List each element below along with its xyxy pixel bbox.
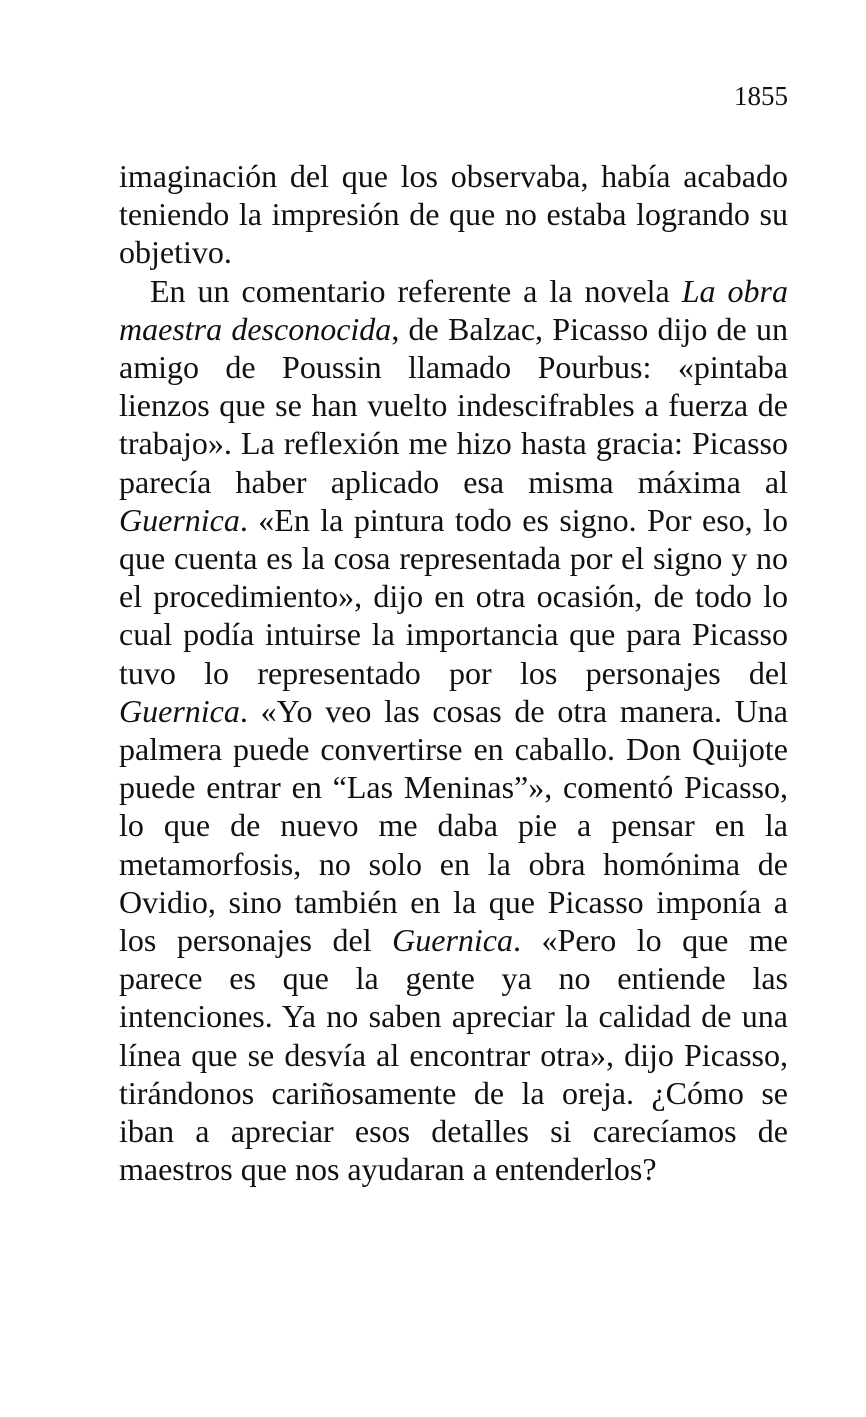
page-number: 1855 xyxy=(734,81,788,111)
body-text xyxy=(119,157,788,1188)
paragraph-1-text: imaginación del que los observaba, había acabado teniendo la impresión de que no estaba logrando su objetivo. xyxy=(119,158,788,271)
paragraph-2-text: . «En la pintura todo es signo. Por eso, lo que cuenta es la cosa representada por el signo y no el procedimiento», dijo en otra ocasión, de todo lo cual podía intuirse la importancia que para Picasso tuvo lo representado por los personajes del xyxy=(119,501,788,691)
book-title-la-obra-maestra: La obra maestra desconocida xyxy=(119,272,788,347)
artwork-title-guernica: Guernica xyxy=(392,922,513,959)
artwork-title-guernica: Guernica xyxy=(119,692,240,729)
artwork-title-guernica: Guernica xyxy=(119,501,240,538)
paragraph-1 xyxy=(119,157,788,272)
paragraph-2-text: , de Balzac, Picasso dijo de un amigo de Poussin llamado Pourbus: «pintaba lienzos que se han vuelto indescifrables a fuerza de trabajo». La reflexión me hizo hasta gracia: Picasso parecía haber aplicado esa misma máxima al xyxy=(119,310,789,500)
paragraph-2 xyxy=(119,272,788,1189)
paragraph-2-text: . «Pero lo que me parece es que la gente ya no entiende las intenciones. Ya no saben apreciar la calidad de una línea que se desvía al encontrar otra», dijo Picasso, tirándonos cariñosamente de la oreja. ¿Cómo se iban a apreciar esos detalles si carecíamos de maestros que nos ayudaran a entenderlos? xyxy=(119,922,789,1188)
paragraph-2-text: . «Yo veo las cosas de otra manera. Una palmera puede convertirse en caballo. Don Quijote puede entrar en “Las Meninas”», comentó Picasso, lo que de nuevo me daba pie a pensar en la metamorfosis, no solo en la obra homónima de Ovidio, sino también en la que Picasso imponía a los personajes del xyxy=(119,692,788,959)
paragraph-2-text: En un comentario referente a la novela xyxy=(150,272,682,309)
